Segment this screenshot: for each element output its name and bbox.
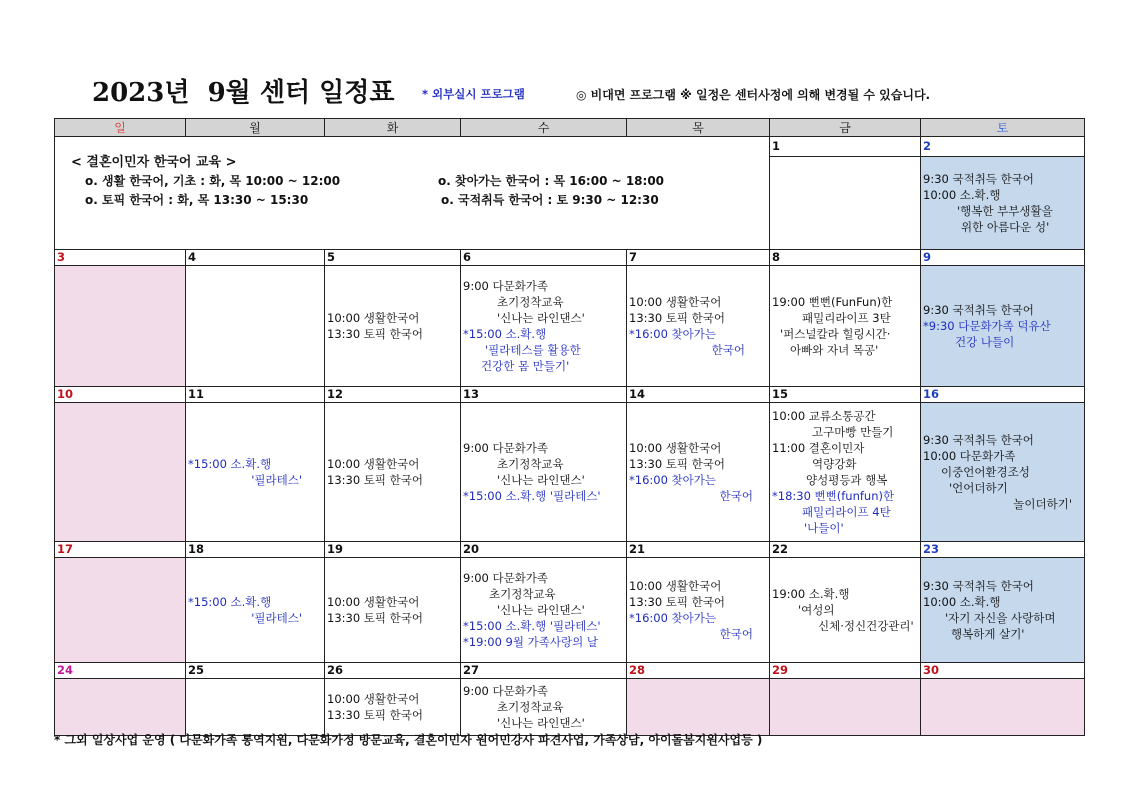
event-line: 9:00 다문화가족 [463,571,549,585]
event-line: 19:00 뻔뻔(FunFun)한 [772,295,893,309]
event-line: 13:30 토픽 한국어 [327,327,423,341]
date-cell: 21 [627,542,770,558]
date-cell: 27 [461,663,627,679]
date-cell: 8 [770,250,921,266]
event-line: *16:00 찾아가는 [629,611,716,625]
week4-date-row [55,542,1085,558]
day-cell [461,679,627,736]
day-cell [627,558,770,663]
event-line: 이중언어환경조성 [941,465,1030,479]
day-cell [627,266,770,387]
event-line: 한국어 [719,627,753,641]
date-cell: 12 [325,387,461,403]
day-cell [186,266,325,387]
event-line: 13:30 토픽 한국어 [327,708,423,722]
page-title: 2023년 9월 센터 일정표 [92,78,395,108]
weekday-thu: 목 [627,119,770,137]
event-line: 건강 나들이 [955,335,1015,349]
info-line: o. 생활 한국어, 기초 : 화, 목 10:00 ~ 12:00 [85,174,341,188]
event-line: 10:00 소.확.행 [923,188,1001,203]
event-line: 10:00 생활한국어 [629,295,722,309]
weekday-sat: 토 [921,119,1085,137]
event-line: 13:30 토픽 한국어 [629,457,725,471]
event-line: *15:00 소.확.행 '필라테스' [463,619,601,633]
event-line: 10:00 다문화가족 [923,449,1016,463]
event-line: 패밀리라이프 3탄 [802,311,891,325]
event-line: 10:00 교류소통공간 [772,409,876,423]
event-line: 초기정착교육 [489,587,556,601]
date-cell: 14 [627,387,770,403]
event-line: 9:30 국적취득 한국어 [923,433,1034,447]
event-line: 13:30 토픽 한국어 [629,311,725,325]
date-cell: 20 [461,542,627,558]
event-line: '여성의 [798,603,835,617]
event-line: 위한 아름다운 성' [961,220,1050,235]
day-cell [921,679,1085,736]
event-line: *15:00 소.확.행 [188,457,272,471]
date-cell: 23 [921,542,1085,558]
event-line: 놀이더하기' [1013,497,1072,511]
event-line: *18:30 뻔뻔(funfun)한 [772,489,895,503]
day-cell [921,558,1085,663]
event-line: 10:00 생활한국어 [629,441,722,455]
date-cell: 28 [627,663,770,679]
event-line: '신나는 라인댄스' [497,311,585,325]
event-line: *9:30 다문화가족 덕유산 [923,319,1051,333]
event-line: 13:30 토픽 한국어 [327,611,423,625]
day-cell [55,266,186,387]
day-cell [186,403,325,542]
event-line: 13:30 토픽 한국어 [629,595,725,609]
info-heading: < 결혼이민자 한국어 교육 > [71,155,237,170]
event-line: 아빠와 자녀 목공' [790,343,879,357]
date-cell: 25 [186,663,325,679]
event-line: *15:00 소.확.행 [463,327,547,341]
event-line: *16:00 찾아가는 [629,327,716,341]
date-cell: 30 [921,663,1085,679]
day-cell [921,266,1085,387]
week2-event-row [55,266,1085,387]
event-line: 9:30 국적취득 한국어 [923,303,1034,317]
event-line: '신나는 라인댄스' [497,716,585,730]
date-cell: 22 [770,542,921,558]
korean-education-info [55,137,770,250]
legend-notes: ◎ 비대면 프로그램 ※ 일정은 센터사정에 의해 변경될 수 있습니다. [576,88,931,102]
day-cell [627,679,770,736]
event-line: 11:00 결혼이민자 [772,441,865,455]
week3-date-row [55,387,1085,403]
event-line: 초기정착교육 [497,457,564,471]
event-line: 한국어 [719,489,753,503]
event-line: 13:30 토픽 한국어 [327,473,423,487]
day-cell [770,558,921,663]
event-line: 9:00 다문화가족 [463,684,549,698]
date-cell: 4 [186,250,325,266]
day-cell [770,157,921,250]
date-cell: 7 [627,250,770,266]
date-cell: 24 [55,663,186,679]
weekday-fri: 금 [770,119,921,137]
week5-date-row [55,663,1085,679]
info-line: o. 토픽 한국어 : 화, 목 13:30 ~ 15:30 [85,193,309,207]
event-line: '필라테스' [251,611,302,625]
date-cell: 2 [921,137,1085,157]
date-cell: 19 [325,542,461,558]
event-line: 19:00 소.확.행 [772,587,850,601]
date-cell: 29 [770,663,921,679]
event-line: 10:00 생활한국어 [327,692,420,706]
event-line: '신나는 라인댄스' [497,473,585,487]
event-line: '퍼스널칼라 힐링시간· [780,327,891,341]
day-cell [325,679,461,736]
date-cell: 16 [921,387,1085,403]
event-line: *19:00 9월 가족사랑의 날 [463,635,598,649]
weekday-sun: 일 [55,119,186,137]
date-cell: 3 [55,250,186,266]
event-line: 역량강화 [812,457,857,471]
event-line: 신체·정신건강관리' [818,619,914,633]
event-line: 10:00 소.확.행 [923,595,1001,609]
event-line: '언어더하기 [949,481,1008,495]
event-line: '필라테스' [251,473,302,487]
event-line: 고구마빵 만들기 [812,425,894,439]
day-cell [921,403,1085,542]
event-line: 10:00 생활한국어 [327,311,420,325]
weekday-mon: 월 [186,119,325,137]
day-cell [461,403,627,542]
week4-event-row [55,558,1085,663]
event-line: *15:00 소.확.행 '필라테스' [463,489,601,503]
event-line: 10:00 생활한국어 [327,595,420,609]
event-line: *16:00 찾아가는 [629,473,716,487]
date-cell: 26 [325,663,461,679]
event-line: '자기 자신을 사랑하며 [945,611,1056,625]
date-cell: 15 [770,387,921,403]
date-cell: 10 [55,387,186,403]
event-line: 한국어 [711,343,745,357]
week5-event-row [55,679,1085,736]
day-cell [325,558,461,663]
date-cell: 17 [55,542,186,558]
event-line: 패밀리라이프 4탄 [802,505,891,519]
day-cell [921,157,1085,250]
event-line: 양성평등과 행복 [806,473,888,487]
event-line: 10:00 생활한국어 [629,579,722,593]
event-line: '신나는 라인댄스' [497,603,585,617]
event-line: 10:00 생활한국어 [327,457,420,471]
day-cell [55,403,186,542]
event-line: 9:30 국적취득 한국어 [923,172,1034,187]
event-line: 초기정착교육 [497,700,564,714]
week3-event-row [55,403,1085,542]
day-cell [325,266,461,387]
date-cell: 1 [770,137,921,157]
day-cell [186,558,325,663]
event-line: 행복하게 살기' [951,627,1025,641]
date-cell: 18 [186,542,325,558]
week1-date-row [55,137,1085,157]
weekday-header-row [55,119,1085,137]
event-line: '행복한 부부생활을 [957,204,1053,219]
date-cell: 11 [186,387,325,403]
day-cell [770,403,921,542]
event-line: 9:00 다문화가족 [463,441,549,455]
event-line: 건강한 몸 만들기' [481,359,570,373]
event-line: 9:30 국적취득 한국어 [923,579,1034,593]
footer-note: * 그외 일상사업 운영 ( 다문화가족 통역지원, 다문화가정 방문교육, 결혼이민자 원어민강사 파견사업, 가족상담, 아이돌봄지원사업등 ) [54,733,763,747]
calendar-table [54,118,1085,736]
week2-date-row [55,250,1085,266]
weekday-wed: 수 [461,119,627,137]
event-line: '나들이' [804,521,844,535]
legend-external-program: * 외부실시 프로그램 [422,87,525,101]
event-line: 9:00 다문화가족 [463,279,549,293]
event-line: '필라테스를 활용한 [485,343,581,357]
date-cell: 9 [921,250,1085,266]
event-line: 초기정착교육 [497,295,564,309]
day-cell [55,558,186,663]
day-cell [461,558,627,663]
weekday-tue: 화 [325,119,461,137]
info-line: o. 국적취득 한국어 : 토 9:30 ~ 12:30 [441,193,659,207]
date-cell: 5 [325,250,461,266]
day-cell [461,266,627,387]
page-header [92,72,1092,108]
day-cell [627,403,770,542]
day-cell [770,679,921,736]
date-cell: 6 [461,250,627,266]
info-line: o. 찾아가는 한국어 : 목 16:00 ~ 18:00 [438,174,665,188]
day-cell [55,679,186,736]
day-cell [770,266,921,387]
date-cell: 13 [461,387,627,403]
day-cell [325,403,461,542]
event-line: *15:00 소.확.행 [188,595,272,609]
day-cell [186,679,325,736]
